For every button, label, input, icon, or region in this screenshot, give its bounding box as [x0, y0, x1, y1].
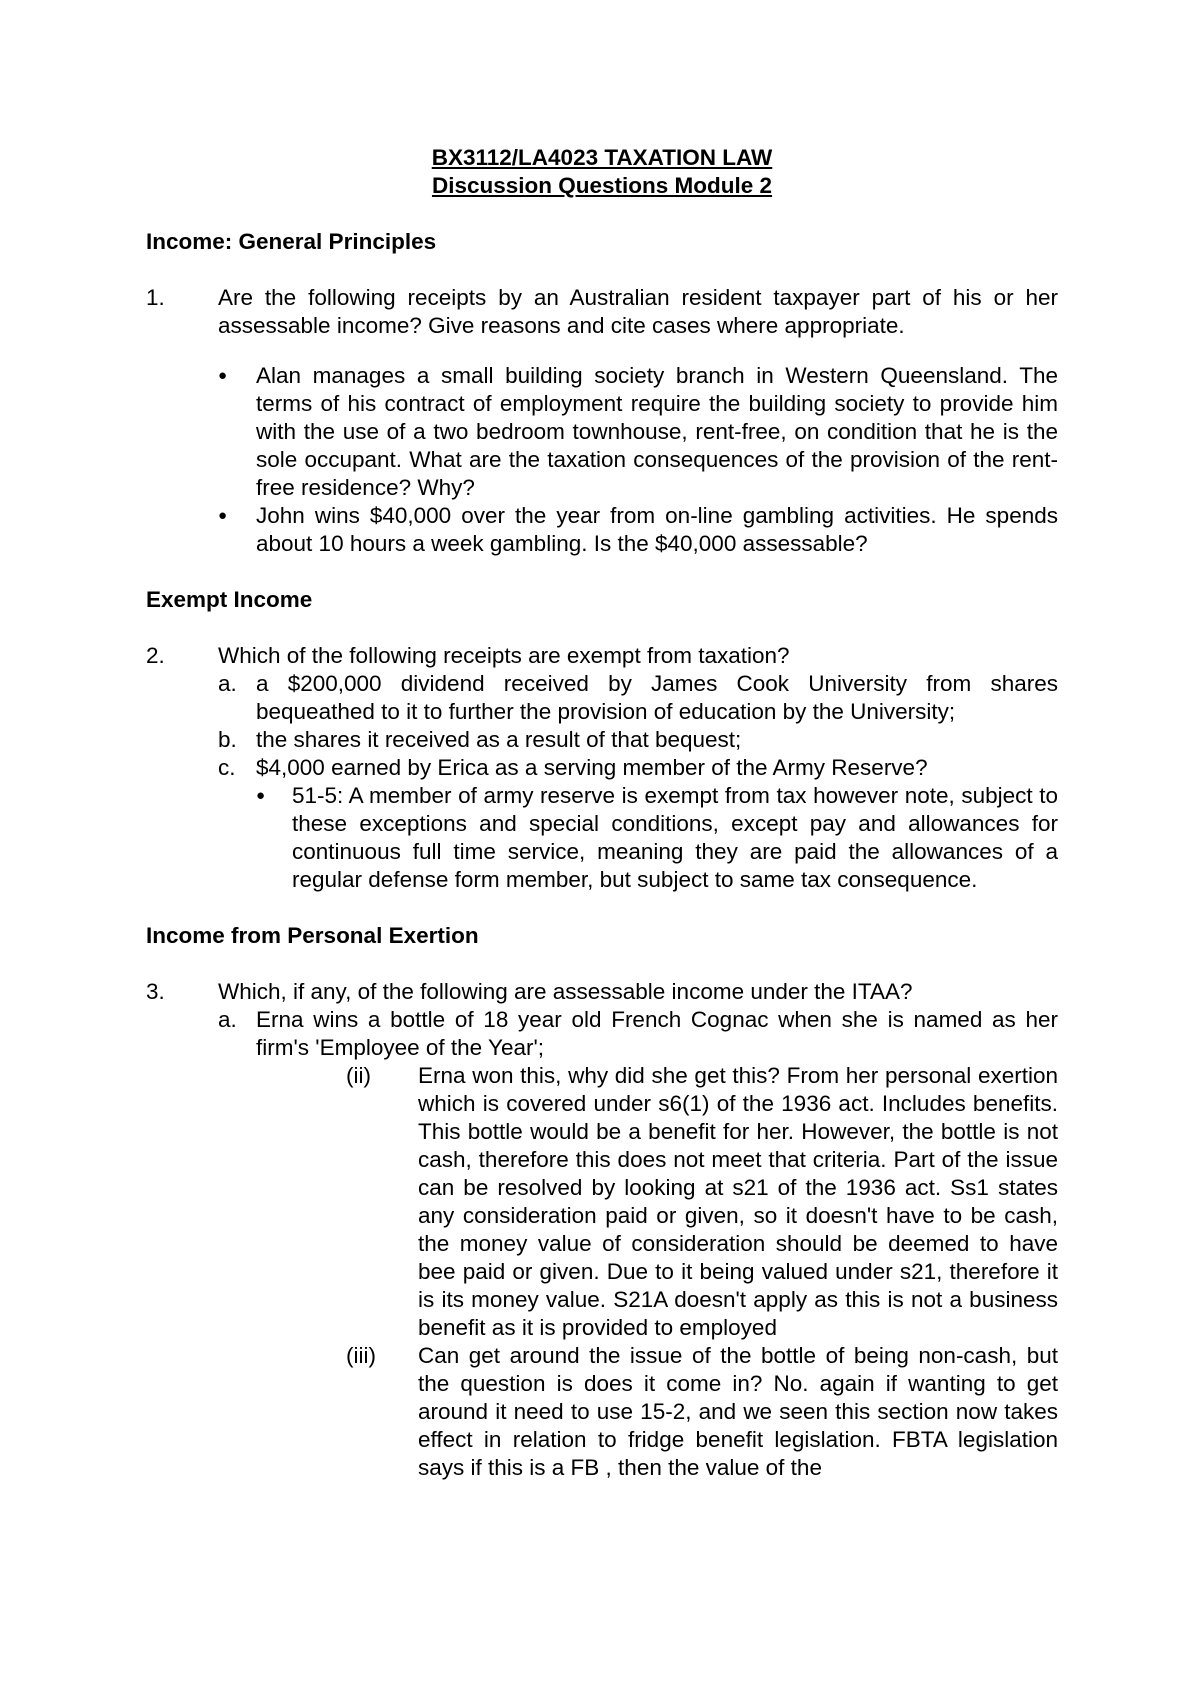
question-text: Are the following receipts by an Australian resident taxpayer part of his or her assessable income? Give reasons and cite cases where appropriate. — [218, 285, 1058, 338]
list-item — [146, 502, 1058, 558]
subitem — [146, 1062, 1058, 1342]
subitem-label: (iii) — [346, 1343, 376, 1368]
section-heading-exempt-income: Exempt Income — [146, 587, 313, 612]
subitem-text: Can get around the issue of the bottle of being non-cash, but the question is does it come in? No. again if wanting to get around it need to use 15-2, and we seen this section now takes effect in relation to fridge benefit legislation. FBTA legislation says if this is a FB , then the value of the — [418, 1343, 1058, 1480]
question-number: 2. — [146, 643, 165, 668]
bullet-icon: ● — [218, 367, 228, 384]
question-1 — [146, 284, 1058, 340]
list-item — [146, 362, 1058, 502]
bullet-text: Alan manages a small building society branch in Western Queensland. The terms of his contract of employment require the building society to provide him with the use of a two bedroom townhouse, rent-free, on condition that he is the sole occupant. What are the taxation consequences of the provision of the rent-free residence? Why? — [256, 363, 1058, 500]
list-item — [146, 754, 1058, 782]
subitem-text: Erna won this, why did she get this? From her personal exertion which is covered under s6(1) of the 1936 act. Includes benefits. This bottle would be a benefit for her. However, the bottle is not cash, therefore this does not meet that criteria. Part of the issue can be resolved by looking at s21 of the 1936 act. Ss1 states any consideration paid or given, so it doesn't have to be cash, the money value of consideration should be deemed to have bee paid or given. Due to it being valued under s21, therefore it is its money value. S21A doesn't apply as this is not a business benefit as it is provided to employed — [418, 1063, 1058, 1340]
item-label: c. — [218, 755, 236, 780]
question-3 — [146, 978, 1058, 1006]
section-heading-general-principles: Income: General Principles — [146, 229, 437, 254]
bullet-text: John wins $40,000 over the year from on-line gambling activities. He spends about 10 hours a week gambling. Is the $40,000 assessable? — [256, 503, 1058, 556]
item-text: a $200,000 dividend received by James Cook University from shares bequeathed to it to further the provision of education by the University; — [256, 671, 1058, 724]
document-subtitle: Discussion Questions Module 2 — [431, 173, 773, 198]
item-label: b. — [218, 727, 237, 752]
list-item — [146, 726, 1058, 754]
question-number: 1. — [146, 285, 165, 310]
document-body — [146, 144, 1058, 1482]
subitem — [146, 1342, 1058, 1482]
list-item — [146, 670, 1058, 726]
question-text: Which of the following receipts are exempt from taxation? — [218, 643, 790, 668]
note-item — [146, 782, 1058, 894]
subitem-label: (ii) — [346, 1063, 371, 1088]
note-text: 51-5: A member of army reserve is exempt from tax however note, subject to these exceptions and special conditions, except pay and allowances for continuous full time service, meaning they are paid the allowances of a regular defense form member, but subject to same tax consequence. — [292, 783, 1058, 892]
bullet-icon: ● — [218, 507, 228, 524]
item-text: the shares it received as a result of that bequest; — [256, 727, 742, 752]
list-item — [146, 1006, 1058, 1062]
question-2 — [146, 642, 1058, 670]
item-label: a. — [218, 671, 237, 696]
document-title: BX3112/LA4023 TAXATION LAW — [431, 145, 773, 170]
question-text: Which, if any, of the following are assessable income under the ITAA? — [218, 979, 913, 1004]
question-number: 3. — [146, 979, 165, 1004]
section-heading-personal-exertion: Income from Personal Exertion — [146, 923, 479, 948]
item-text: Erna wins a bottle of 18 year old French Cognac when she is named as her firm's 'Employee of the Year'; — [256, 1007, 1058, 1060]
bullet-icon: ● — [256, 787, 266, 804]
item-label: a. — [218, 1007, 237, 1032]
item-text: $4,000 earned by Erica as a serving member of the Army Reserve? — [256, 755, 928, 780]
